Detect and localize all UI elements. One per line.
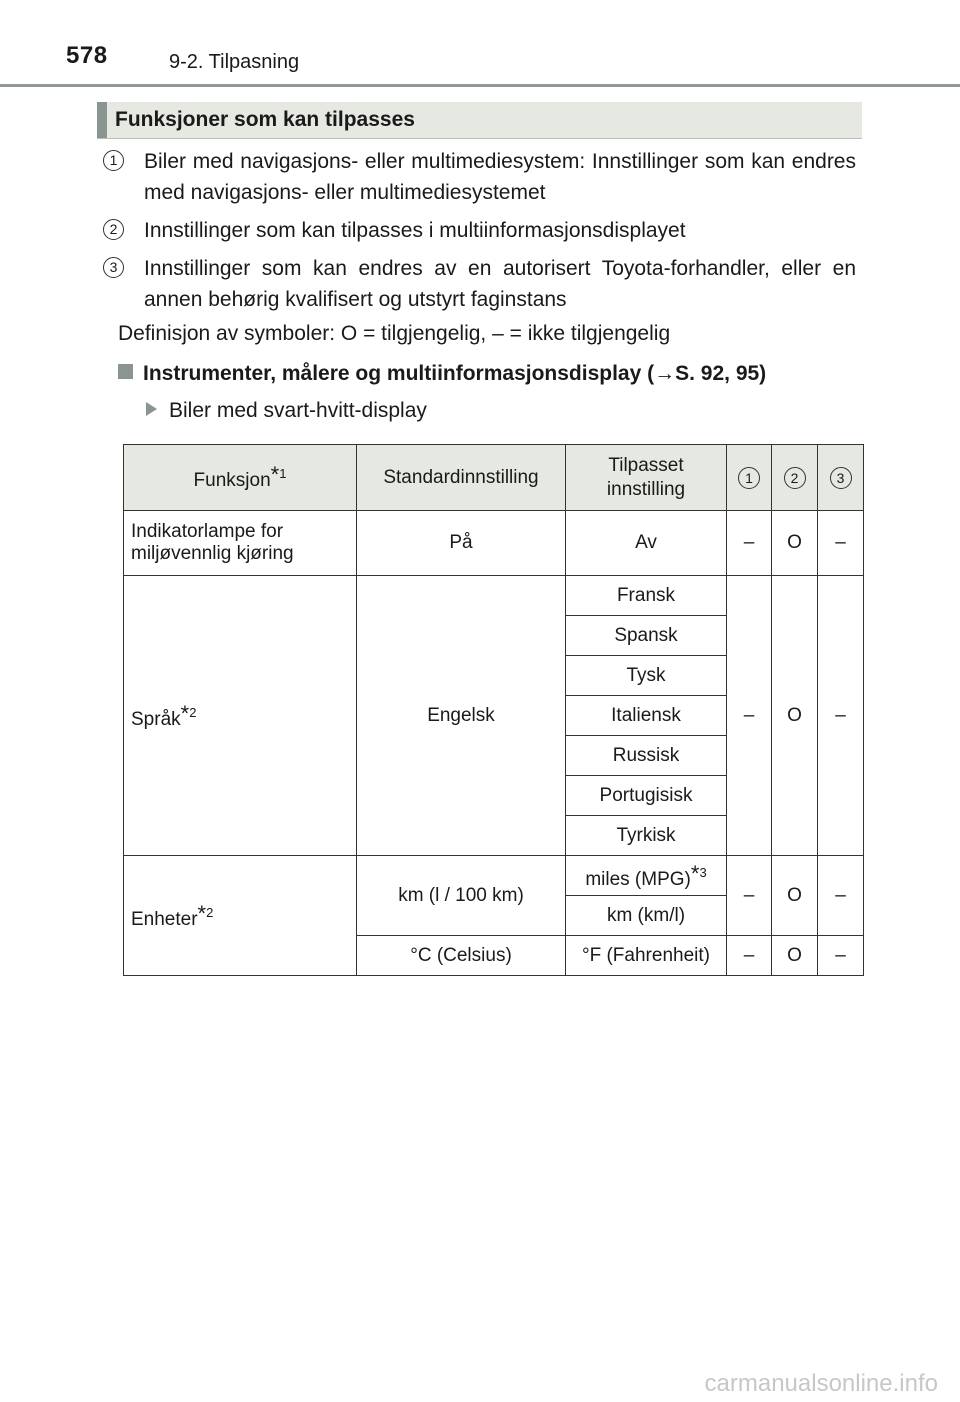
- numbered-item-3: [103, 253, 856, 315]
- footnote-marker: *1: [270, 462, 287, 487]
- cell-col-3: –: [818, 936, 864, 976]
- number-badge-2: 2: [784, 467, 806, 489]
- numbered-item-text: Biler med navigasjons- eller multimediesystem: Innstillinger som kan endres med navigasjons- eller multimediesystemet: [144, 150, 856, 204]
- watermark: carmanualsonline.info: [704, 1370, 938, 1397]
- square-bullet-icon: [118, 364, 133, 379]
- triangle-bullet-icon: [146, 402, 157, 416]
- header-rule: [0, 84, 960, 87]
- table-row-units: [124, 856, 864, 896]
- number-badge-2: 2: [103, 219, 124, 240]
- cell-option: Portugisisk: [566, 776, 727, 816]
- cell-function: Enheter$^{*2}$: [124, 856, 357, 976]
- variant-line: [146, 399, 427, 423]
- number-badge-3: 3: [830, 467, 852, 489]
- number-badge-1: 1: [738, 467, 760, 489]
- subsection-heading-text: Instrumenter, målere og multiinformasjonsdisplay (→S. 92, 95): [143, 362, 767, 385]
- table-row-language: [124, 576, 864, 616]
- numbered-item-2: [103, 215, 856, 246]
- table-row-eco: [124, 511, 864, 576]
- cell-custom: °F (Fahrenheit): [566, 936, 727, 976]
- header-col-2: [772, 445, 818, 511]
- cell-col-1: –: [727, 576, 772, 856]
- cell-col-3: –: [818, 856, 864, 936]
- numbered-item-1: [103, 146, 856, 208]
- cell-function: Språk$^{*2}$: [124, 576, 357, 856]
- cell-col-2: O: [772, 576, 818, 856]
- section-accent: [97, 102, 107, 138]
- cell-default: På: [357, 511, 566, 576]
- cell-col-1: –: [727, 511, 772, 576]
- cell-col-3: –: [818, 576, 864, 856]
- settings-table: [123, 444, 864, 976]
- header-custom: Tilpasset innstilling: [566, 445, 727, 511]
- cell-option: Tyrkisk: [566, 816, 727, 856]
- cell-option: Russisk: [566, 736, 727, 776]
- header-col-1: [727, 445, 772, 511]
- table-header-row: [124, 445, 864, 511]
- cell-custom: Av: [566, 511, 727, 576]
- chapter-title: 9-2. Tilpasning: [169, 51, 300, 73]
- cell-function: Indikatorlampe for miljøvennlig kjøring: [124, 511, 357, 576]
- cell-option: Spansk: [566, 616, 727, 656]
- cell-col-2: O: [772, 511, 818, 576]
- numbered-item-text: Innstillinger som kan endres av en autorisert Toyota-forhandler, eller en annen behørig kvalifisert og utstyrt faginstans: [144, 257, 856, 311]
- cell-default: km (l / 100 km): [357, 856, 566, 936]
- header-function: Funksjon$^{*1}$: [124, 445, 357, 511]
- cell-col-1: –: [727, 856, 772, 936]
- number-badge-1: 1: [103, 150, 124, 171]
- cell-default: Engelsk: [357, 576, 566, 856]
- header-col-3: [818, 445, 864, 511]
- cell-col-2: O: [772, 856, 818, 936]
- cell-option: miles (MPG)$^{*3}$: [566, 856, 727, 896]
- header-default: Standardinnstilling: [357, 445, 566, 511]
- cell-option: Italiensk: [566, 696, 727, 736]
- numbered-item-text: Innstillinger som kan tilpasses i multiinformasjonsdisplayet: [144, 219, 686, 242]
- cell-default: °C (Celsius): [357, 936, 566, 976]
- cell-option: km (km/l): [566, 896, 727, 936]
- cell-option: Tysk: [566, 656, 727, 696]
- cell-col-1: –: [727, 936, 772, 976]
- cell-option: Fransk: [566, 576, 727, 616]
- cell-col-2: O: [772, 936, 818, 976]
- subsection-heading: [118, 362, 766, 386]
- footnote-marker: *3: [690, 860, 707, 886]
- cell-col-3: –: [818, 511, 864, 576]
- number-badge-3: 3: [103, 257, 124, 278]
- section-header: [97, 102, 862, 139]
- page-number: 578: [66, 42, 108, 69]
- section-title: Funksjoner som kan tilpasses: [115, 108, 415, 131]
- variant-text: Biler med svart-hvitt-display: [169, 399, 427, 422]
- symbol-definition: Definisjon av symboler: O = tilgjengelig, – = ikke tilgjengelig: [118, 322, 671, 345]
- footnote-marker: *2: [180, 700, 197, 726]
- footnote-marker: *2: [197, 900, 214, 926]
